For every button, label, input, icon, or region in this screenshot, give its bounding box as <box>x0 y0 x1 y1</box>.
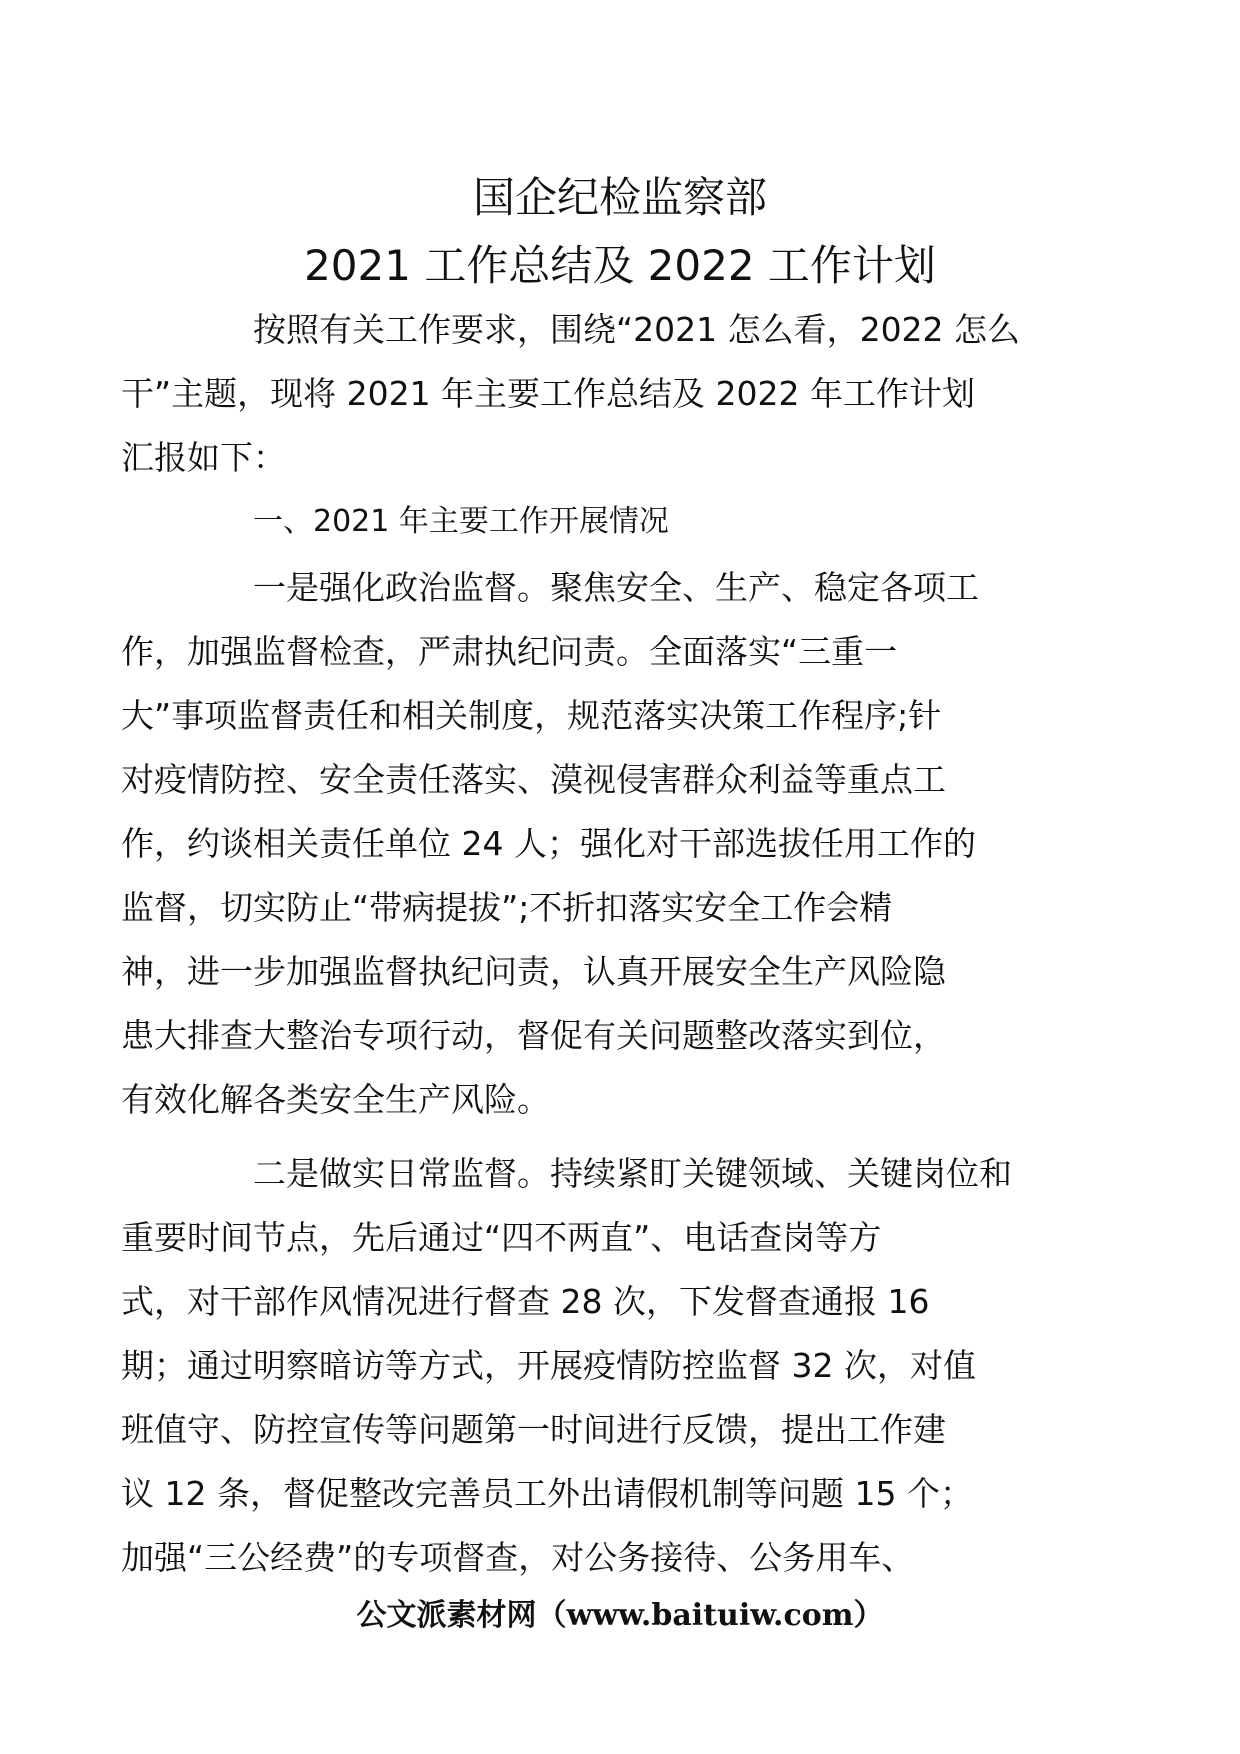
paragraph-line: 监督，切实防止“带病提拔”;不折扣落实安全工作会精 <box>121 888 893 927</box>
paragraph-line: 神，进一步加强监督执纪问责，认真开展安全生产风险隐 <box>121 952 946 991</box>
paragraph-line: 期；通过明察暗访等方式，开展疫情防控监督 32 次，对值 <box>121 1346 976 1385</box>
paragraph-line: 式，对干部作风情况进行督查 28 次，下发督查通报 16 <box>121 1282 930 1321</box>
paragraph-line: 二是做实日常监督。持续紧盯关键领域、关键岗位和 <box>253 1154 1012 1193</box>
paragraph-line: 汇报如下： <box>121 438 286 477</box>
paragraph-line: 对疫情防控、安全责任落实、漠视侵害群众利益等重点工 <box>121 760 946 799</box>
document-subtitle: 2021 工作总结及 2022 工作计划 <box>304 241 936 290</box>
paragraph-line: 班值守、防控宣传等问题第一时间进行反馈，提出工作建 <box>121 1410 946 1449</box>
paragraph-line: 作，加强监督检查，严肃执纪问责。全面落实“三重一 <box>121 632 898 671</box>
section-heading-text: 一、2021 年主要工作开展情况 <box>253 504 669 539</box>
paragraph-line: 一是强化政治监督。聚焦安全、生产、稳定各项工 <box>253 568 979 607</box>
paragraph-line: 患大排查大整治专项行动，督促有关问题整改落实到位， <box>121 1016 946 1055</box>
paragraph-line: 议 12 条，督促整改完善员工外出请假机制等问题 15 个； <box>121 1474 973 1513</box>
paragraph-line: 重要时间节点，先后通过“四不两直”、电话查岗等方 <box>121 1218 882 1257</box>
document-body <box>121 298 1057 1590</box>
paragraph-line: 加强“三公经费”的专项督查，对公务接待、公务用车、 <box>121 1538 915 1577</box>
document-title: 国企纪检监察部 <box>472 173 767 222</box>
body-paragraph <box>121 556 1057 1132</box>
paragraph-line: 大”事项监督责任和相关制度，规范落实决策工作程序;针 <box>121 696 942 735</box>
section-heading <box>187 490 1057 554</box>
page-footer-watermark: 公文派素材网（www.baituiw.com） <box>356 1598 884 1633</box>
intro-paragraph <box>121 298 1057 490</box>
body-paragraph <box>121 1142 1057 1590</box>
paragraph-line: 干”主题，现将 2021 年主要工作总结及 2022 年工作计划 <box>121 374 976 413</box>
paragraph-line: 有效化解各类安全生产风险。 <box>121 1080 550 1119</box>
paragraph-line: 按照有关工作要求，围绕“2021 怎么看，2022 怎么 <box>253 310 1021 349</box>
paragraph-line: 作，约谈相关责任单位 24 人；强化对干部选拔任用工作的 <box>121 824 976 863</box>
